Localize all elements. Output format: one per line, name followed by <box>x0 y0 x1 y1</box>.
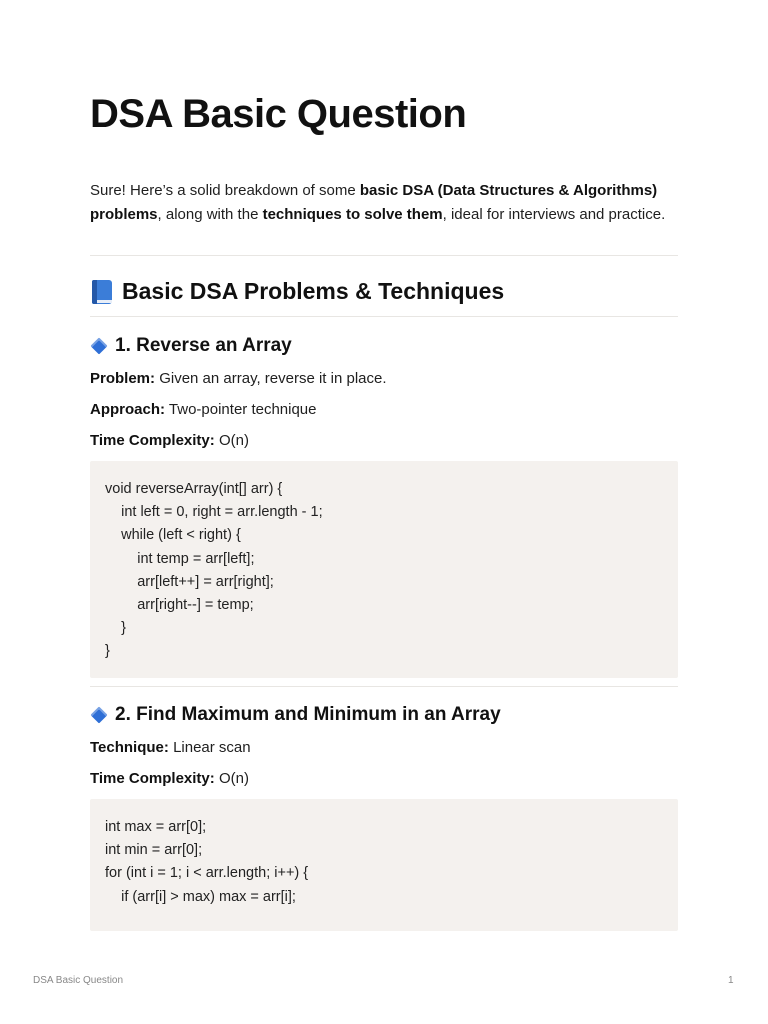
page-title: DSA Basic Question <box>90 92 467 136</box>
book-icon <box>90 279 114 305</box>
footer-doc-title: DSA Basic Question <box>33 975 124 986</box>
time-complexity-value: O(n) <box>218 770 249 787</box>
divider <box>90 255 678 256</box>
problem-heading <box>90 335 292 357</box>
time-complexity-line <box>90 770 249 787</box>
problem-label: Problem: <box>90 370 156 387</box>
time-complexity-line <box>90 432 249 449</box>
approach-line <box>90 401 317 418</box>
code-line: int left = 0, right = arr.length - 1; <box>105 504 323 521</box>
code-line: int min = arr[0]; <box>105 842 203 859</box>
code-line: } <box>105 620 126 637</box>
section-heading-text: Basic DSA Problems & Techniques <box>122 278 505 304</box>
code-line: arr[left++] = arr[right]; <box>105 573 274 590</box>
approach-label: Approach: <box>90 401 165 418</box>
code-line: int max = arr[0]; <box>105 819 207 835</box>
problem-heading <box>90 704 501 726</box>
code-line: void reverseArray(int[] arr) { <box>105 481 283 497</box>
section-heading <box>90 278 504 305</box>
intro-text-1: Sure! Here’s a solid breakdown of some <box>90 182 360 199</box>
code-line: arr[right--] = temp; <box>105 596 254 613</box>
code-block <box>90 799 678 931</box>
technique-line <box>90 739 251 756</box>
technique-text: Linear scan <box>173 739 251 756</box>
intro-text-2: , along with the <box>157 205 263 223</box>
time-complexity-label: Time Complexity: <box>90 770 215 787</box>
time-complexity-label: Time Complexity: <box>90 432 215 449</box>
blue-diamond-icon <box>91 707 108 724</box>
problem-text: Given an array, reverse it in place. <box>159 370 387 387</box>
code-line: for (int i = 1; i < arr.length; i++) { <box>105 865 309 882</box>
divider <box>90 686 678 687</box>
intro-text-3: , ideal for interviews and practice. <box>442 205 666 223</box>
divider <box>90 316 678 317</box>
technique-label: Technique: <box>90 739 169 756</box>
code-line: } <box>105 643 110 660</box>
code-line: int temp = arr[left]; <box>105 550 255 567</box>
code-line: while (left < right) { <box>105 527 241 544</box>
time-complexity-value: O(n) <box>218 432 249 449</box>
intro-bold-1: basic DSA (Data Structures & Algorithms) problems <box>90 182 658 223</box>
approach-text: Two-pointer technique <box>168 401 317 418</box>
intro-bold-2: techniques to solve them <box>262 205 443 223</box>
problem-heading-text: 2. Find Maximum and Minimum in an Array <box>115 704 501 725</box>
code-block <box>90 461 678 678</box>
blue-diamond-icon <box>91 338 108 355</box>
problem-heading-text: 1. Reverse an Array <box>115 335 292 356</box>
problem-statement <box>90 370 387 387</box>
footer-page-number: 1 <box>728 975 734 986</box>
intro-paragraph <box>90 179 678 226</box>
code-line: if (arr[i] > max) max = arr[i]; <box>105 888 296 905</box>
